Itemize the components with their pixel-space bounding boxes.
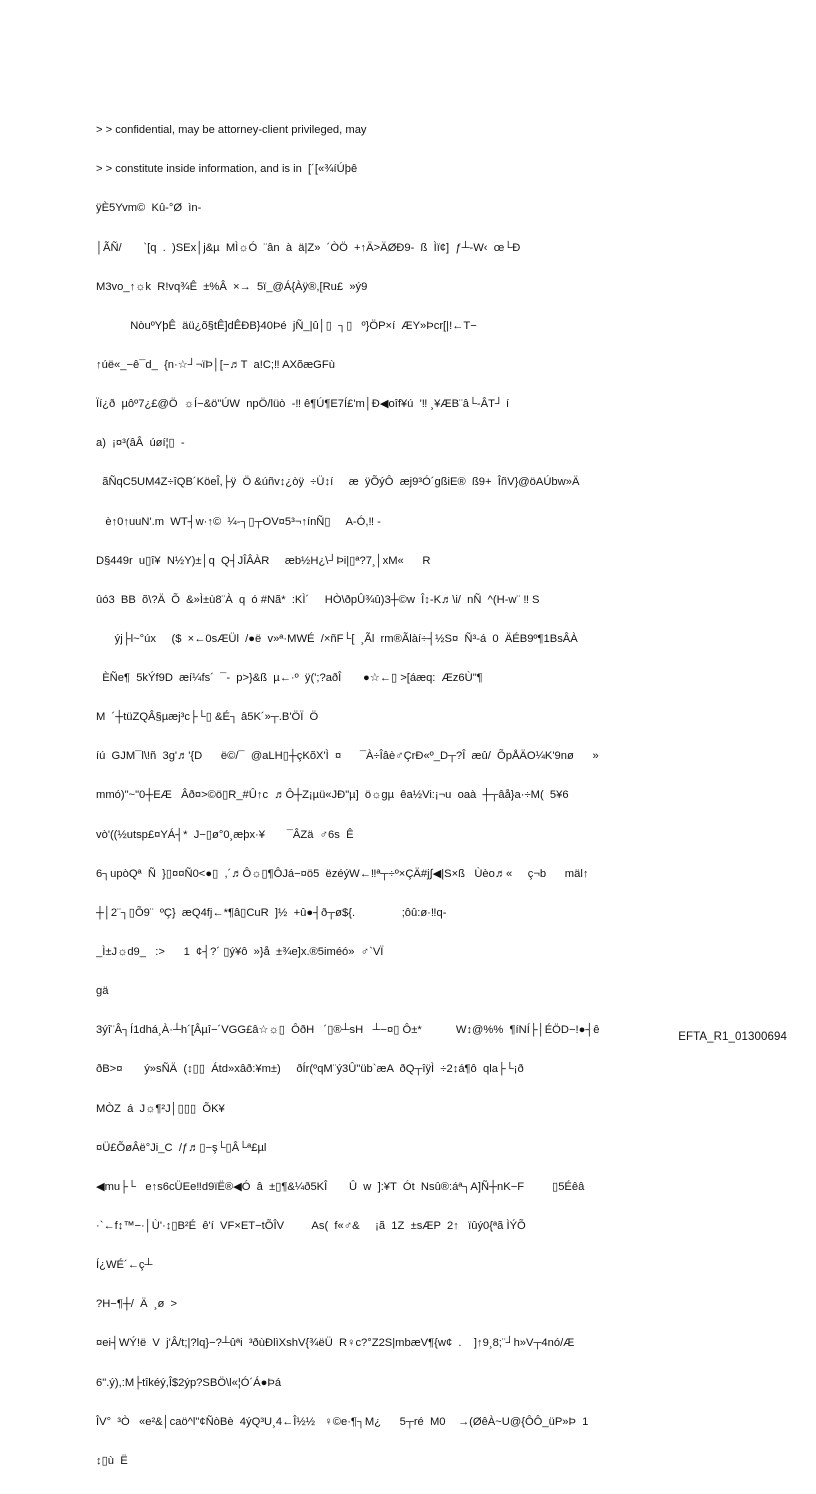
text-line: a) ¡¤³(âÂ úøí¦▯ - (96, 437, 185, 450)
text-line: Ïí¿ð µôº7¿£@Ö ☼Í−&ö"ÚW npÖ/lüò -‼ ê¶Ú¶E7Í£'m│Ð◀oîf¥ú '‼ ¸¥ÆB¨â└-ÂT┘ í (96, 398, 510, 411)
text-line: 6┐upòQª Ñ }▯¤¤Ñ0<●▯ ,´♬Ô☼▯¶ÔJá−¤ö5 ëzéýW←‼ª┬÷º×ÇÄ#j∫◀|S×ß Ùèo♬« ç¬b mäl↑ (96, 867, 589, 880)
document-id-footer: EFTA_R1_01300694 (678, 1031, 787, 1043)
text-line: _Ì±J☼d9_ :> 1 ¢┤?´ ▯ý¥ô »}å ±¾e]x.®5iméó» ♂`VÏ (96, 946, 384, 959)
text-line: ÈÑe¶ 5kÝf9D æí¼fs´ ¯- p>}&ß µ←·º ÿ(';?aðÎ ●☆←▯ >[áæq: Æz6Ù"¶ (96, 672, 483, 685)
text-line: ÎV° ³Ò «e²&│caö^l"¢ÑòBè 4ýQ³U¸4←Î½½ ♀©e·¶┐M¿ 5┬ré M0 →(ØêÀ~U@{ÔÔ_üP»Þ 1 (96, 1415, 589, 1428)
text-line: ┼│2¨┐▯Õ9¨ ºÇ} æQ4fj←*¶â▯CuR ]½ +û●┤ð┬ø${. ;ôû:ø·‼q- (96, 906, 447, 919)
text-line: vò'((½utsp£¤YÁ┤* J−▯ø°0¸æþx·¥ ¯ÂZä ♂6s Ê (96, 828, 354, 841)
text-line: ·`←f↕™−·│Ù'·↕▯B²É ê'í VF×ET−tÕÎV As( f«♂& ¡ã 1Z ±sÆP 2↑ ïûý0{ªã ÌÝÕ (96, 1220, 526, 1233)
text-line: D§449r u▯î¥ N½Y)±│q Q┤JÎÂÀR æb½H¿\┘Þi|▯ª?7¸│xM« R (96, 554, 431, 567)
text-line: mmó)"~"0┼EÆ Âð¤>©ö▯R_#Û↑c ♬Ô┼Z¡µü«JÐ"µ] ö☼gµ êa½Vi:¡¬u oaà ┼┬âå}a·÷M( 5¥6 (96, 789, 569, 802)
text-line: Í¿WÉ´←ç┴ (96, 1259, 153, 1272)
text-line: ðB>¤ ý»sÑÄ (↕▯▯ Átd»xâð:¥m±) ðÍr(ºqM¨ý3Û"üb`æA ðQ┬îÿÌ ÷2↕á¶ô qla├└¡ð (96, 1063, 524, 1076)
text-line: ¤Ü£ÕøÂë°Ji_C /ƒ♬▯−ş└▯Â└ª£µl (96, 1141, 267, 1154)
text-line: ûó3 BB õ\?Ä Õ &»Ì±ù8¨À q ó #Nã* :KÌ´ HÒ\ðpÛ¾û)3┼©w Î↕-K♬\i/ nÑ ^(H-w¨ ‼ S (96, 593, 540, 606)
text-line: íú GJM¯l\!ñ 3g'♬'{D ë©/¯ @aLH▯┼çKõX'Ì ¤ ¯À÷Îâè♂ÇrÐ«º_D┬?Î æû/ ÕpÅÄO¼K'9nø » (96, 750, 599, 763)
text-line: > > constitute inside information, and is in [´[«¾íÚþê (96, 163, 358, 176)
text-line: gä (96, 985, 109, 998)
text-line: ↕▯ù Ë (96, 1454, 128, 1467)
text-line: MÒZ á J☼¶²J│▯▯▯ ÕK¥ (96, 1102, 225, 1115)
text-line: > > confidential, may be attorney-client privileged, may (96, 124, 367, 137)
text-line: 6".ý),:M├tîkéý,Î$2ýp?SBÖ\l«¦Ó´Á●Þá (96, 1376, 282, 1389)
text-line: ýj├l~°úx ($ ×←0sÆÜl /●ë v»ª·MWÉ /×ñF└[ ¸Ãl rm®Ãlàí÷┤½S¤ Ñ³-á 0 ÄÉB9º¶1BsÂÀ (96, 632, 578, 645)
document-body-text (96, 98, 766, 1494)
text-line: ÿÈ5Yvm© Kû-°Ø ìn- (96, 202, 202, 215)
text-line: NòuºYþÊ äü¿õ§tÊ]dÊÐB}40Þé jÑ_|û│▯ ┐▯ º}ÖP×í ÆY»Þcr[|!←T− (96, 319, 477, 332)
text-line: ãÑqC5UM4Z÷îQB´KöeÎ,├ÿ Ö &úñv↕¿òÿ ÷Ü↕í æ ÿÕýÔ æj9³Ó´gßiE® ß9+ ÎñV}@öAÚbw»Ä (96, 476, 580, 489)
text-line: M3vo_↑☼k R!vq¾Ê ±%Â ×→ 5ï_@Á{Àÿ®,[Ru£ »ý9 (96, 280, 368, 293)
text-line: M ´┼tüZQÂ§µæj³c├└▯ &É┐ â5K´»┬.B'ÖÏ Ö (96, 711, 319, 724)
text-line: 3ýî¨Â┐Í1dhá¸À·┴h´[Âµî−´VGG£â☆☼▯ ÔðH ´▯®┴sH ┴−¤▯ Ô±* W↕@%% ¶íNÍ├│ÉÖD−!●┤ê (96, 1024, 600, 1037)
text-line: ◀mu├└ e↑s6cÜEe‼d9ïË®◀Ó â ±▯¶&¼ð5KÎ Û w ]:¥T Ót Nsû®:áª┐A]Ñ┼nK−F ▯5Éêâ (96, 1180, 585, 1193)
text-line: ¤ei┤WÝ!ë V j'Â/t;|?lq}−?┴ûªi ³ðùÐlìXshV{¾ëÜ R♀c?°Z2S|mbæV¶{w¢ . ]↑9¸8;¨┘h»V┬4nó/Æ (96, 1337, 575, 1350)
text-line: ↑úë«_−ê¯d_ {n·☆┘¬ïÞ│[−♬T a!C;‼ AXõæGFù (96, 358, 335, 371)
text-line: è↑0↑uuN'.m WT┤w·↑© ¼-┐▯┬OV¤5³¬↑ínÑ▯ A-Ó,‼ - (96, 515, 381, 528)
text-line: │ÃÑ/ `[q . )SEx│j&µ MÌ☼Ó ¨ân à ä|Z» ´ÒÖ +↑Ä>ÄØÐ9- ß Ìï¢] ƒ┴-W‹ œ└Ð (96, 241, 521, 254)
text-line: ?H−¶┼/ Ä ¸ø > (96, 1298, 178, 1311)
